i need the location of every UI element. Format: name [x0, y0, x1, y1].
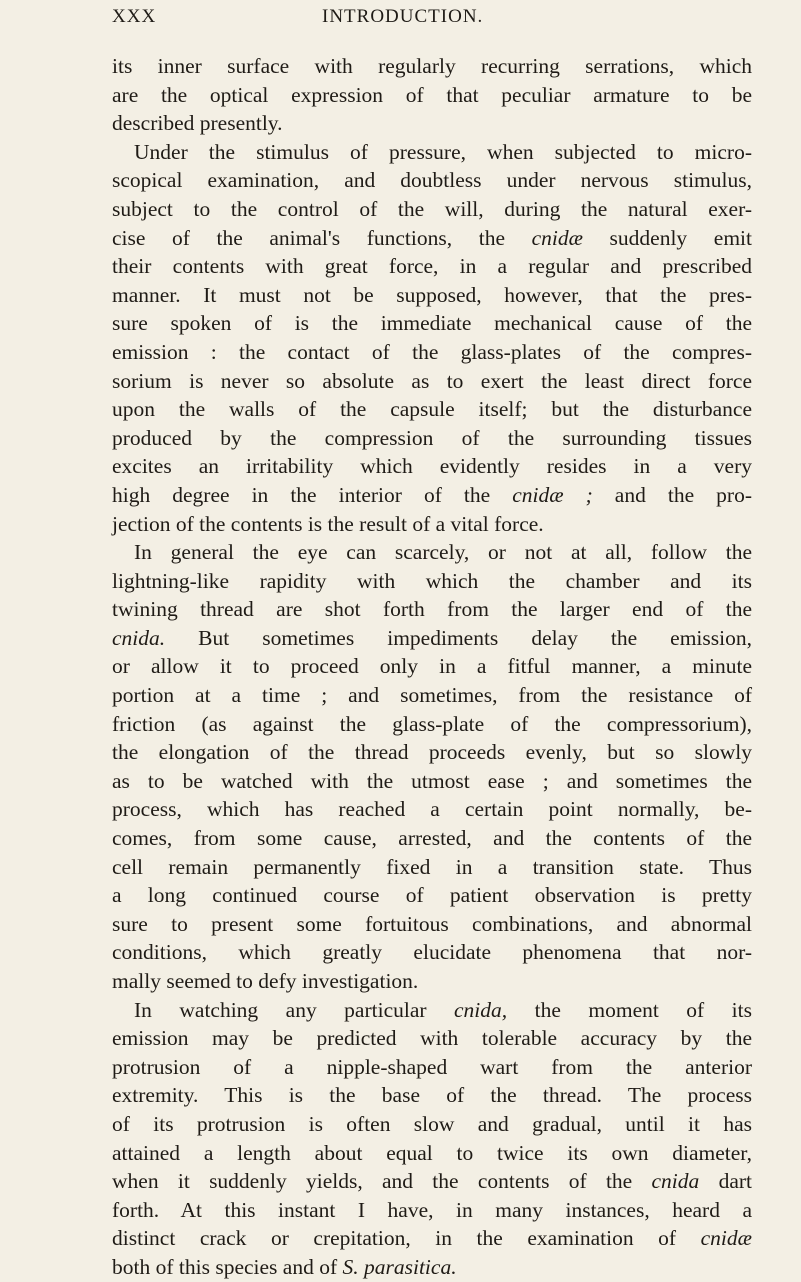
- text-segment: mally seemed to defy investigation.: [112, 969, 419, 993]
- text-line: [112, 338, 752, 367]
- text-line: [112, 595, 752, 624]
- text-segment: distinct crack or crepitation, in the examination of: [112, 1226, 701, 1251]
- text-segment: cell remain permanently fixed in a transition state. Thus: [112, 854, 752, 879]
- italic-term: cnida: [651, 1169, 700, 1194]
- text-line: [112, 767, 752, 796]
- italic-term: cnida.: [112, 625, 166, 650]
- text-segment: comes, from some cause, arrested, and the contents of the: [112, 826, 752, 851]
- text-line: [112, 967, 752, 996]
- italic-term: cnidæ ;: [512, 482, 593, 507]
- text-line: [112, 853, 752, 882]
- text-line: [112, 538, 752, 567]
- text-line: [112, 710, 752, 739]
- text-segment: when it suddenly yields, and the contents of the: [112, 1169, 652, 1194]
- text-segment: both of this species and of: [112, 1254, 343, 1279]
- text-segment: sure spoken of is the immediate mechanical cause of the: [112, 311, 752, 336]
- text-segment: attained a length about equal to twice its own diameter,: [112, 1140, 752, 1165]
- text-segment: upon the walls of the capsule itself; but the disturbance: [112, 397, 752, 422]
- text-line: [112, 1024, 752, 1053]
- italic-term: cnidæ: [531, 225, 583, 250]
- italic-term: S. parasitica.: [342, 1254, 457, 1279]
- text-line: [112, 1196, 752, 1225]
- text-segment: produced by the compression of the surrounding tissues: [112, 425, 752, 450]
- italic-term: cnida,: [454, 997, 508, 1022]
- text-line: [112, 224, 752, 253]
- text-segment: manner. It must not be supposed, however, that the pres-: [112, 282, 752, 307]
- text-line: [112, 52, 752, 81]
- text-line: [112, 996, 752, 1025]
- text-segment: process, which has reached a certain point normally, be-: [112, 797, 752, 822]
- text-line: [112, 309, 752, 338]
- text-segment: and the pro-: [592, 482, 752, 507]
- text-line: [112, 567, 752, 596]
- text-line: [112, 1053, 752, 1082]
- text-segment: conditions, which greatly elucidate phenomena that nor-: [112, 940, 752, 965]
- text-line: [112, 395, 752, 424]
- text-segment: the elongation of the thread proceeds evenly, but so slowly: [112, 740, 752, 765]
- text-segment: cise of the animal's functions, the: [112, 225, 532, 250]
- text-line: [112, 109, 752, 138]
- text-line: [112, 166, 752, 195]
- text-line: [112, 824, 752, 853]
- text-segment: dart: [699, 1169, 752, 1194]
- text-segment: of its protrusion is often slow and gradual, until it has: [112, 1111, 752, 1136]
- text-segment: In general the eye can scarcely, or not at all, follow the: [134, 540, 752, 565]
- text-segment: emission may be predicted with tolerable accuracy by the: [112, 1026, 752, 1051]
- text-segment: are the optical expression of that peculiar armature to be: [112, 82, 752, 107]
- text-segment: suddenly emit: [582, 225, 752, 250]
- text-segment: lightning-like rapidity with which the chamber and its: [112, 568, 752, 593]
- text-line: [112, 252, 752, 281]
- text-segment: emission : the contact of the glass-plates of the compres-: [112, 339, 752, 364]
- text-line: [112, 452, 752, 481]
- text-segment: jection of the contents is the result of a vital force.: [112, 511, 544, 536]
- text-segment: as to be watched with the utmost ease ; and sometimes the: [112, 768, 752, 793]
- text-line: [112, 795, 752, 824]
- text-line: [112, 910, 752, 939]
- text-segment: scopical examination, and doubtless under nervous stimulus,: [112, 168, 752, 193]
- text-line: [112, 195, 752, 224]
- text-segment: subject to the control of the will, during the natural exer-: [112, 196, 752, 221]
- text-line: [112, 1224, 752, 1253]
- text-segment: or allow it to proceed only in a fitful manner, a minute: [112, 654, 752, 679]
- text-line: [112, 281, 752, 310]
- text-segment: excites an irritability which evidently resides in a very: [112, 454, 752, 479]
- italic-term: cnidæ: [700, 1226, 752, 1251]
- text-segment: portion at a time ; and sometimes, from the resistance of: [112, 683, 752, 708]
- text-segment: protrusion of a nipple-shaped wart from the anterior: [112, 1054, 752, 1079]
- text-segment: Under the stimulus of pressure, when subjected to micro-: [134, 139, 752, 164]
- text-line: [112, 81, 752, 110]
- text-segment: a long continued course of patient observation is pretty: [112, 883, 752, 908]
- body-text: [112, 52, 752, 1282]
- running-head: [112, 6, 752, 36]
- page-number: XXX: [112, 6, 157, 27]
- text-line: [112, 1081, 752, 1110]
- text-segment: sure to present some fortuitous combinations, and abnormal: [112, 911, 752, 936]
- text-line: [112, 424, 752, 453]
- running-title: INTRODUCTION.: [322, 6, 484, 27]
- text-line: [112, 1167, 752, 1196]
- text-line: [112, 1139, 752, 1168]
- text-line: [112, 1110, 752, 1139]
- text-segment: twining thread are shot forth from the larger end of the: [112, 597, 752, 622]
- text-line: [112, 510, 752, 539]
- text-line: [112, 1253, 752, 1282]
- text-line: [112, 652, 752, 681]
- text-segment: their contents with great force, in a regular and prescribed: [112, 254, 752, 279]
- text-line: [112, 881, 752, 910]
- text-line: [112, 738, 752, 767]
- text-segment: But sometimes impediments delay the emission,: [165, 625, 752, 650]
- text-segment: extremity. This is the base of the thread. The process: [112, 1083, 752, 1108]
- text-segment: described presently.: [112, 111, 283, 136]
- text-segment: high degree in the interior of the: [112, 482, 513, 507]
- text-segment: friction (as against the glass-plate of the compressorium),: [112, 711, 752, 736]
- text-segment: sorium is never so absolute as to exert the least direct force: [112, 368, 752, 393]
- text-segment: In watching any particular: [134, 997, 455, 1022]
- text-segment: forth. At this instant I have, in many instances, heard a: [112, 1197, 752, 1222]
- text-line: [112, 938, 752, 967]
- text-segment: its inner surface with regularly recurring serrations, which: [112, 54, 752, 78]
- text-line: [112, 624, 752, 653]
- text-line: [112, 138, 752, 167]
- text-line: [112, 681, 752, 710]
- text-line: [112, 481, 752, 510]
- text-line: [112, 367, 752, 396]
- text-segment: the moment of its: [507, 997, 752, 1022]
